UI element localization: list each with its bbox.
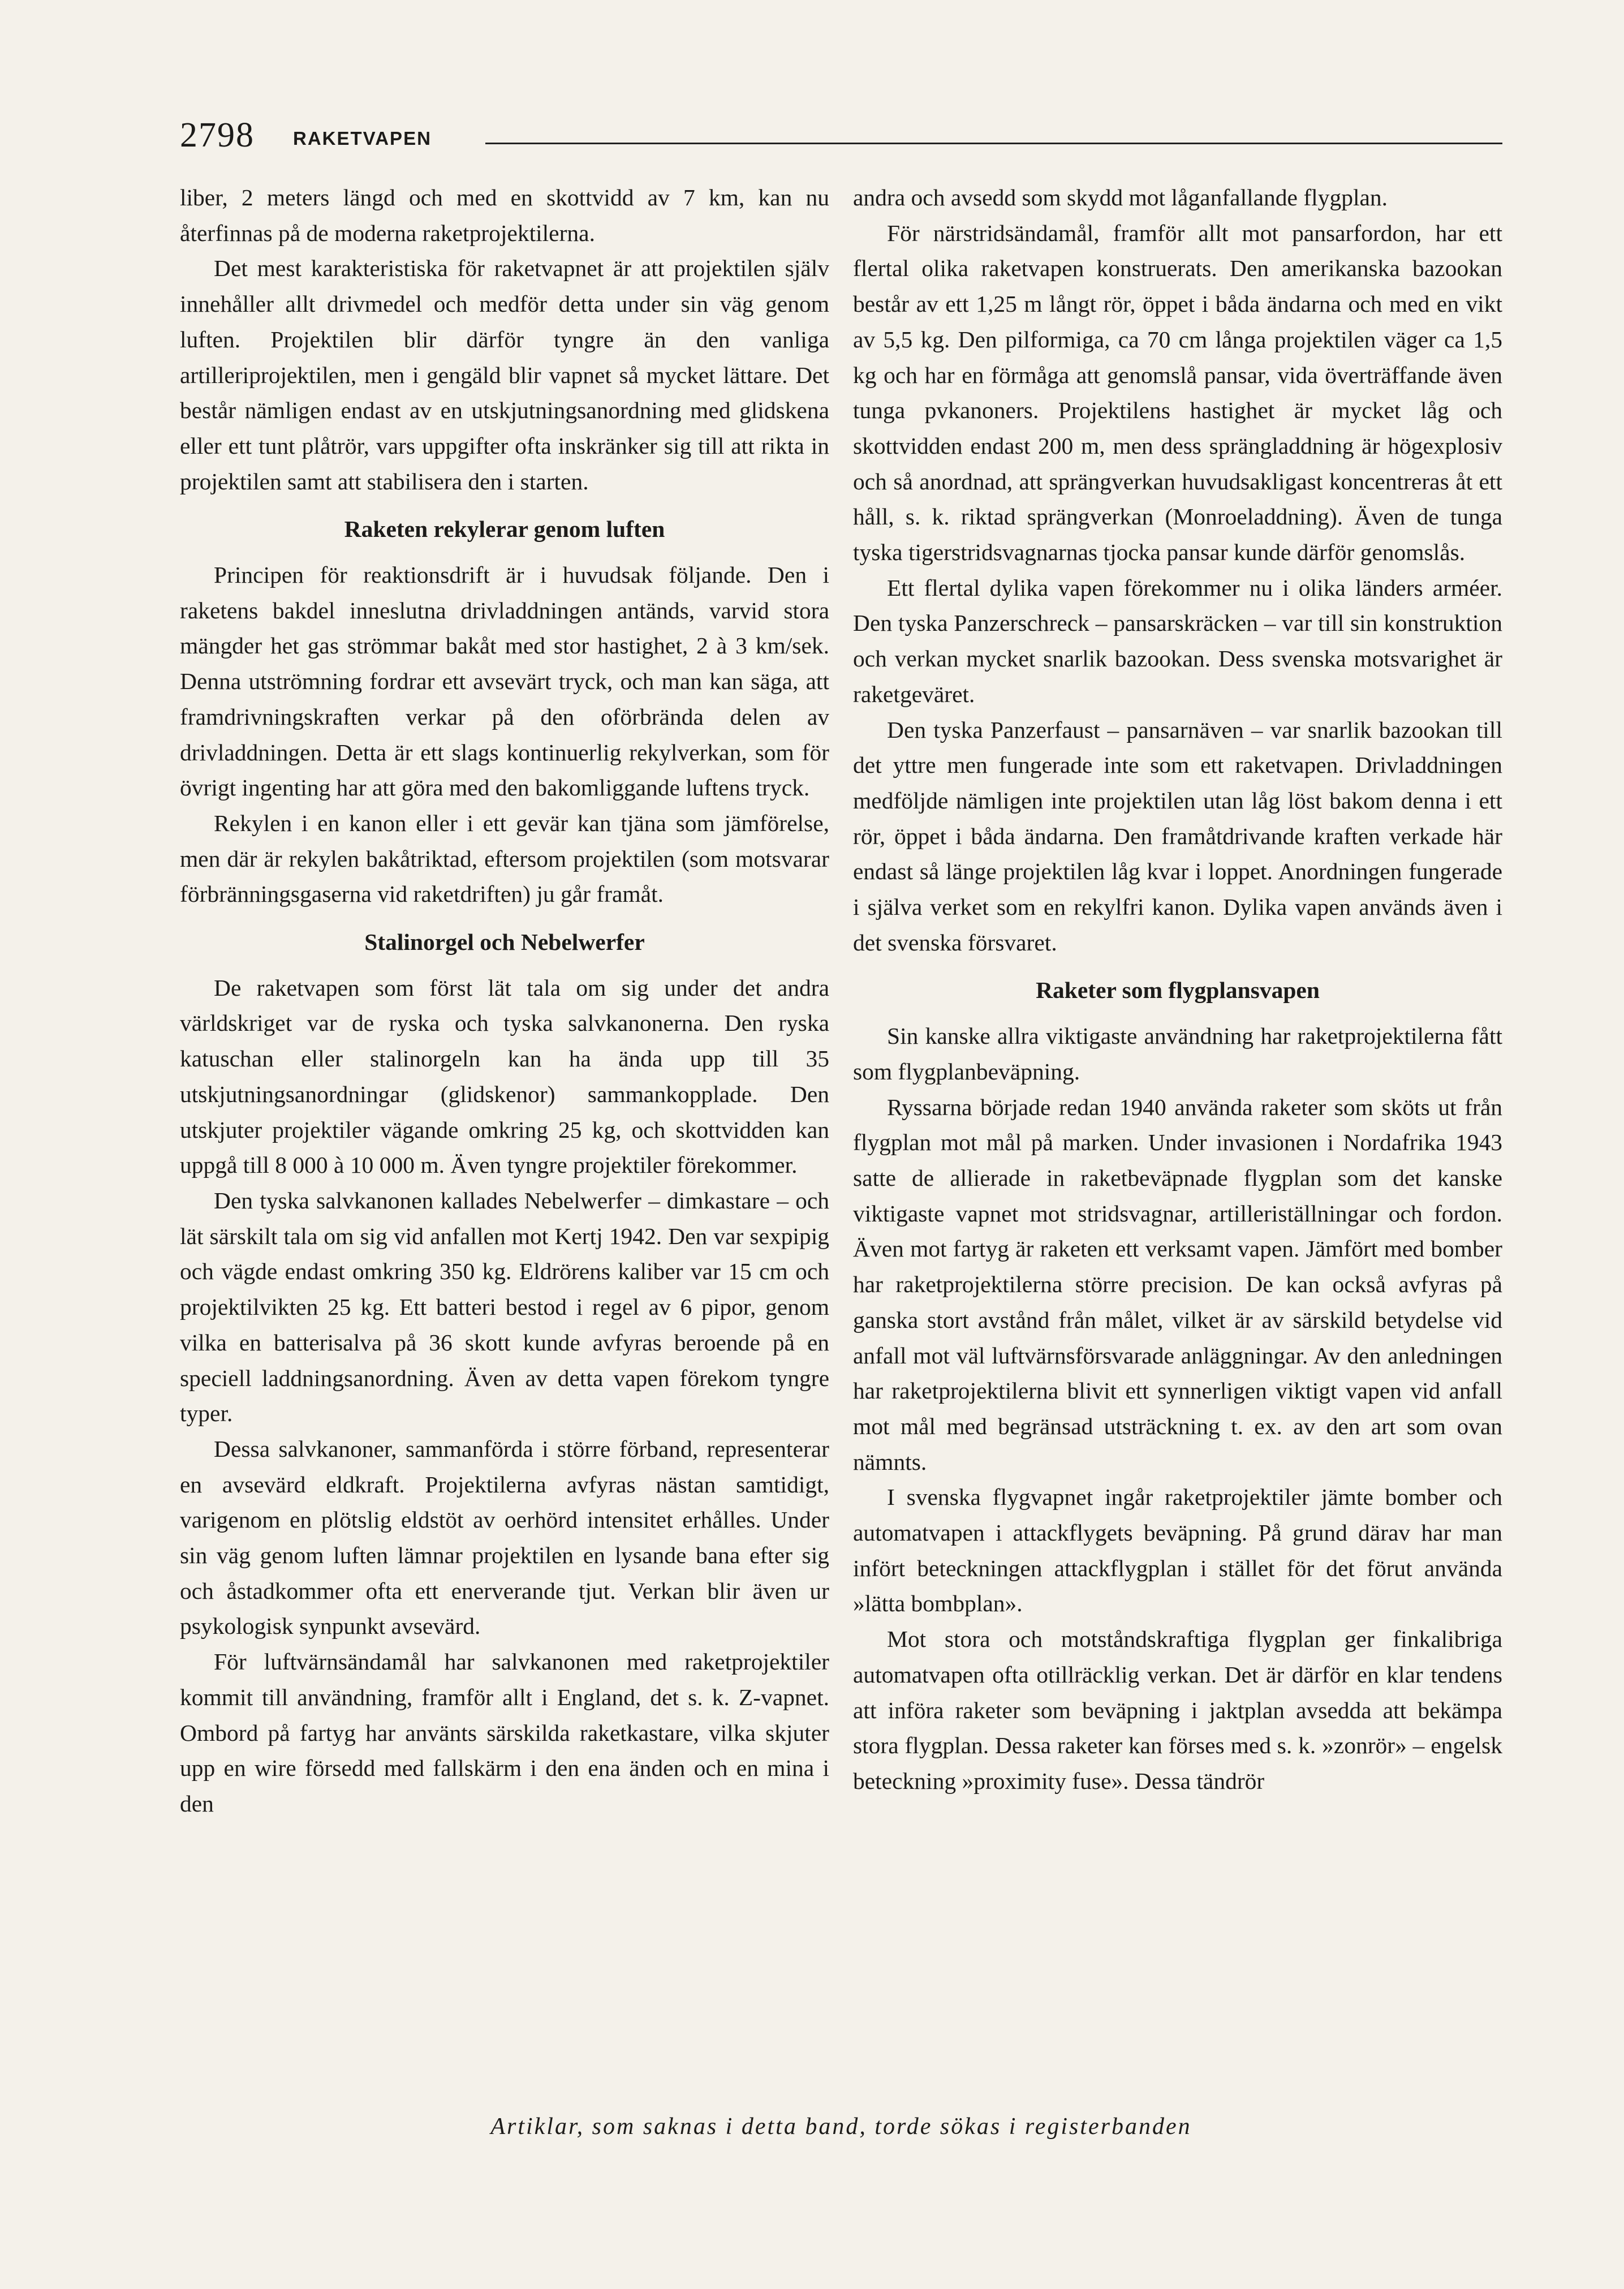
paragraph: För närstridsändamål, framför allt mot pansarfordon, har ett flertal olika raketvapen konstruerats. Den amerikanska bazookan består av ett 1,25 m långt rör, öppet i båda ändarna och med en vikt av 5,5 kg. Den pilformiga, ca 70 cm långa projektilen väger ca 1,5 kg och har en förmåga att genomslå pansar, vida överträffande även tunga pvkanoners. Projektilens hastighet är mycket låg och skottvidden endast 200 m, men dess sprängladdning är högexplosiv och så anordnad, att sprängverkan huvudsakligast koncentreras åt ett håll, s. k. riktad sprängverkan (Monroeladdning). Även de tunga tyska tigerstridsvagnarnas tjocka pansar kunde därför genomslås. xyxy=(853,220,1502,566)
page-number: 2798 xyxy=(180,116,255,154)
footer-note: Artiklar, som saknas i detta band, torde sökas i registerbanden xyxy=(490,2114,1192,2140)
page-header xyxy=(180,111,1502,156)
paragraph: De raketvapen som först lät tala om sig under det andra världskriget var de ryska och tyska salvkanonerna. Den ryska katuschan eller stalinorgeln kan ha ända upp till 35 utskjutningsanordningar (glidskenor) sammankopplade. Den utskjuter projektiler vägande omkring 25 kg, och skottvidden kan uppgå till 8 000 à 10 000 m. Även tyngre projektiler förekommer. xyxy=(180,974,829,1178)
paragraph: Rekylen i en kanon eller i ett gevär kan tjäna som jämförelse, men där är rekylen bakåtriktad, eftersom projektilen (som motsvarar förbränningsgaserna vid raketdriften) ju går framåt. xyxy=(180,810,829,907)
section-heading: Stalinorgel och Nebelwerfer xyxy=(364,929,645,956)
paragraph: I svenska flygvapnet ingår raketprojektiler jämte bomber och automatvapen i attackflygets beväpning. På grund därav har man infört beteckningen attackflygplan i stället för det förut använda »lätta bombplan». xyxy=(853,1484,1502,1617)
paragraph: Sin kanske allra viktigaste användning har raketprojektilerna fått som flygplanbeväpning. xyxy=(853,1023,1502,1085)
paragraph: Principen för reaktionsdrift är i huvudsak följande. Den i raketens bakdel inneslutna drivladdningen antänds, varvid stora mängder het gas strömmar bakåt med stor hastighet, 2 à 3 km/sek. Denna utströmning fordrar ett avsevärt tryck, och man kan säga, att framdrivningskraften verkar på den oförbrända delen av drivladdningen. Detta är ett slags kontinuerlig rekylverkan, som för övrigt ingenting har att göra med den bakomliggande luftens tryck. xyxy=(180,562,829,801)
paragraph: andra och avsedd som skydd mot låganfallande flygplan. xyxy=(853,184,1388,210)
section-heading: Raketen rekylerar genom luften xyxy=(344,516,665,543)
section-heading: Raketer som flygplansvapen xyxy=(1036,977,1320,1004)
paragraph: Den tyska Panzerfaust – pansarnäven – var snarlik bazookan till det yttre men fungerade inte som ett raketvapen. Drivladdningen medföljde nämligen inte projektilen utan låg löst bakom denna i ett rör, öppet i båda ändarna. Den framåtdrivande kraften verkade här endast så länge projektilen låg kvar i loppet. Anordningen fungerade i själva verket som en rekylfri kanon. Dylika vapen används även i det svenska försvaret. xyxy=(853,716,1502,956)
running-title: RAKETVAPEN xyxy=(293,128,432,149)
paragraph: Dessa salvkanoner, sammanförda i större förband, representerar en avsevärd eldkraft. Projektilerna avfyras nästan samtidigt, varigenom en plötslig eldstöt av oerhörd intensitet erhålles. Under sin väg genom luften lämnar projektilen en lysande bana efter sig och åstadkommer ofta ett enerverande tjut. Verkan blir även ur psykologisk synpunkt avsevärd. xyxy=(180,1435,829,1640)
right-column xyxy=(853,180,1502,1799)
left-column xyxy=(180,180,829,1822)
paragraph: Ryssarna började redan 1940 använda raketer som sköts ut från flygplan mot mål på marken. Under invasionen i Nordafrika 1943 satte de allierade in raketbeväpnade flygplan som det kanske viktigaste vapnet mot stridsvagnar, artilleriställningar och fordon. Även mot fartyg är raketen ett verksamt vapen. Jämfört med bomber har raketprojektilerna större precision. De kan också avfyras på ganska stort avstånd från målet, vilket är av särskild betydelse vid anfall mot väl luftvärnsförsvarade anläggningar. Av den anledningen har raketprojektilerna blivit ett synnerligen viktigt vapen vid anfall mot mål med begränsad utsträckning t. ex. av den art som ovan nämnts. xyxy=(853,1094,1502,1475)
paragraph: Ett flertal dylika vapen förekommer nu i olika länders arméer. Den tyska Panzerschreck – pansarskräcken – var till sin konstruktion och verkan mycket snarlik bazookan. Dess svenska motsvarighet är raketgeväret. xyxy=(853,574,1502,707)
paragraph: Den tyska salvkanonen kallades Nebelwerfer – dimkastare – och lät särskilt tala om sig vid anfallen mot Kertj 1942. Den var sexpipig och vägde endast omkring 350 kg. Eldrörens kaliber var 15 cm och projektilvikten 25 kg. Ett batteri bestod i regel av 6 pipor, genom vilka en batterisalva på 36 skott kunde avfyras beroende på en speciell laddningsanordning. Även av detta vapen förekom tyngre typer. xyxy=(180,1187,829,1427)
paragraph: För luftvärnsändamål har salvkanonen med raketprojektiler kommit till användning, framför allt i England, det s. k. Z-vapnet. Ombord på fartyg har använts särskilda raketkastare, vilka skjuter upp en wire försedd med fallskärm i den ena änden och en mina i den xyxy=(180,1649,829,1817)
paragraph: liber, 2 meters längd och med en skottvidd av 7 km, kan nu återfinnas på de moderna raketprojektilerna. xyxy=(180,184,829,246)
header-rule xyxy=(485,143,1502,144)
paragraph: Mot stora och motståndskraftiga flygplan ger finkalibriga automatvapen ofta otillräcklig verkan. Det är därför en klar tendens att införa raketer som beväpning i jaktplan avsedda att bekämpa stora flygplan. Dessa raketer kan förses med s. k. »zonrör» – engelsk beteckning »proximity fuse». Dessa tändrör xyxy=(853,1626,1502,1794)
paragraph: Det mest karakteristiska för raketvapnet är att projektilen själv innehåller allt drivmedel och medför detta under sin väg genom luften. Projektilen blir därför tyngre än den vanliga artilleriprojektilen, men i gengäld blir vapnet så mycket lättare. Det består nämligen endast av en utskjutningsanordning med glidskena eller ett tunt plåtrör, vars uppgifter ofta inskränker sig till att rikta in projektilen samt att stabilisera den i starten. xyxy=(180,255,829,494)
